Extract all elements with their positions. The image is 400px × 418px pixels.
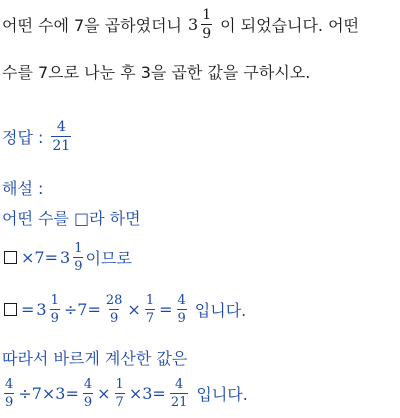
fraction-numerator: 4	[83, 377, 93, 392]
divide-seven: ÷7=	[63, 300, 101, 319]
step5-fraction-1	[4, 378, 14, 409]
step4-text: 따라서 바르게 계산한 값은	[2, 349, 188, 368]
fraction-numerator: 4	[177, 293, 186, 308]
fraction-numerator: 1	[145, 293, 155, 308]
times-three-op: ×3=	[128, 384, 166, 403]
explanation-label: 해설 :	[2, 179, 44, 198]
step3-fraction-4	[177, 294, 187, 325]
equals-sign: =	[159, 300, 173, 319]
answer-denominator: 21	[52, 138, 71, 154]
fraction-denominator: 9	[202, 26, 212, 42]
explanation-label-line	[2, 176, 43, 199]
answer-line	[2, 120, 73, 153]
step3-fraction-2	[105, 294, 124, 325]
problem-line-2	[2, 60, 310, 83]
fraction-denominator: 9	[74, 259, 83, 274]
problem-text-c: 수를 7으로 나눈 후 3을 곱한 값을 구하시오.	[2, 63, 311, 82]
answer-numerator: 4	[56, 119, 66, 135]
fraction-numerator: 4	[174, 377, 184, 392]
answer-fraction	[51, 120, 71, 153]
step5-fraction-3	[115, 378, 125, 409]
explanation-step-2	[2, 242, 132, 273]
step3-fraction-3	[145, 294, 155, 325]
step3-whole: 3	[36, 300, 47, 319]
problem-line-1	[2, 8, 359, 41]
step5-fraction-4	[170, 378, 189, 409]
explanation-step-5	[2, 378, 248, 409]
step2-suffix: 이므로	[85, 249, 132, 268]
step3-fraction-1	[50, 294, 60, 325]
fraction-denominator: 7	[115, 395, 124, 410]
fraction-denominator: 9	[110, 311, 119, 326]
problem-text-b: 이 되었습니다. 어떤	[220, 16, 360, 35]
step2-fraction	[73, 242, 83, 273]
step3-suffix: 입니다.	[194, 301, 247, 320]
times-seven: ×7=	[21, 248, 58, 267]
explanation-step-3	[2, 294, 246, 325]
fraction-numerator: 28	[105, 293, 123, 308]
explanation-step-4	[2, 346, 187, 369]
fraction-numerator: 4	[5, 377, 14, 392]
fraction-denominator: 9	[50, 311, 59, 326]
fraction-denominator: 21	[170, 395, 188, 410]
step1-text: 어떤 수를 □라 하면	[2, 209, 141, 228]
times-sign: ×	[127, 300, 141, 319]
fraction-numerator: 1	[50, 293, 59, 308]
times-sign: ×	[97, 384, 111, 403]
fraction-denominator: 9	[83, 395, 93, 410]
step5-fraction-2	[83, 378, 93, 409]
unknown-box	[4, 251, 17, 264]
divide-times-op: ÷7×3=	[18, 384, 79, 403]
fraction-numerator: 1	[115, 377, 124, 392]
explanation-step-1	[2, 206, 141, 229]
mixed-whole: 3	[188, 15, 199, 34]
unknown-box	[4, 303, 17, 316]
fraction-denominator: 9	[5, 395, 14, 410]
fraction-denominator: 7	[145, 311, 155, 326]
answer-label: 정답 :	[2, 128, 44, 147]
step5-suffix: 입니다.	[196, 385, 248, 404]
mixed-fraction	[201, 8, 212, 41]
step2-whole: 3	[60, 248, 71, 267]
fraction-numerator: 1	[74, 241, 83, 256]
fraction-denominator: 9	[177, 311, 186, 326]
fraction-numerator: 1	[202, 7, 212, 23]
problem-text-a: 어떤 수에 7을 곱하였더니	[2, 16, 182, 35]
equals-sign: =	[21, 300, 35, 319]
